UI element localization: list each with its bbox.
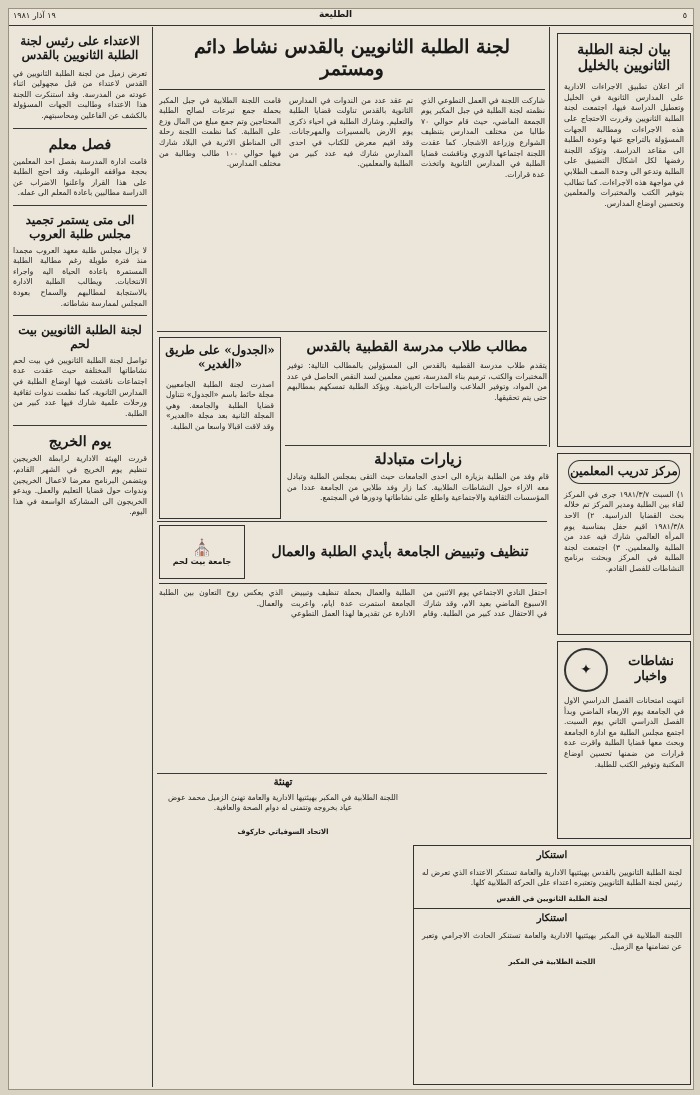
bethlehem-committee-body: تواصل لجنة الطلبة الثانويين في بيت لحم نشاطاتها المختلفة حيث عقدت عدة اجتماعات ناقشت فيها اوضاع الطلبة في المدارس الثانوية، كما نظمت ندوات ثقافية ورحلات علمية شارك فيها عدد كبير من الطلبة. bbox=[13, 355, 147, 418]
activities-box bbox=[557, 641, 691, 839]
condemnation-signature: لجنة الطلبة الثانويين في القدس bbox=[496, 894, 608, 903]
condemnation-body: لجنة الطلبة الثانويين بالقدس بهيئتيها الادارية والعامة تستنكر الاعتداء الذي تعرض له رئيس لجنة الطلبة الثانويين وتعتبره اعتداء على الحركة الطلابية كلها. bbox=[422, 867, 682, 888]
cleaning-headline: تنظيف وتبييض الجامعة بأيدي الطلبة والعمال bbox=[271, 543, 529, 560]
teacher-dismissal-headline: فصل معلم bbox=[48, 136, 112, 153]
attack-body: تعرض زميل من لجنة الطلبة الثانويين في القدس لاعتداء من قبل مجهولين اثناء عودته من المدرسة. وقد استنكرت اللجنة هذا الاعتداء وطالبت الجهات المسؤولة بالكشف عن الفاعلين ومحاسبتهم. bbox=[13, 68, 147, 120]
lead-column-c: قامت اللجنة الطلابية في جبل المكبر بحملة جمع تبرعات لصالح الطلبة المحتاجين وتم جمع مبلغ من المال وزع على الطلبة. كما نظمت اللجنة رحلة الى المناطق الاثرية في البلاد شارك فيها حوالي ١٠٠ طالب وطالبة من مختلف المدارس. bbox=[159, 95, 281, 169]
statement-body: اثر اعلان تطبيق الاجراءات الادارية على المدارس الثانوية في الخليل وتعطيل الدراسة فيها، اجتمعت لجنة الطلبة الثانويين وقررت الاحتجاج على هذه الاجراءات ومطالبة الجهات المسؤولة بالتراجع عنها وعودة الطلبة الى مقاعد الدراسة. وتؤكد اللجنة رفضها لكل اشكال التضييق على الطلبة وتدعو الى وحدة الصف الطلابي في مواجهة هذه الاجراءات. كما تطالب بتوفير الكتب والمختبرات والمعلمين وتحسين اوضاع المدارس. bbox=[564, 82, 684, 208]
congrats-body: اللجنة الطلابية في المكبر بهيئتيها الادارية والعامة تهنئ الزميل محمد عوض عياد بخروجه وتتمنى له دوام الصحة والعافية. bbox=[168, 792, 398, 813]
condemnation-title-2: استنكار bbox=[414, 908, 690, 929]
statement-box bbox=[557, 33, 691, 447]
left-column bbox=[13, 31, 147, 1085]
statement-title: بيان لجنة الطلبة الثانويين بالخليل bbox=[577, 42, 671, 75]
demands-headline: مطالب طلاب مدرسة القطبية بالقدس bbox=[306, 339, 528, 355]
visits-body: قام وفد من الطلبة بزيارة الى احدى الجامعات حيث التقى بمجلس الطلبة وتبادل معه الاراء حول النشاطات الطلابية. كما زار وفد طلابي من الجامعة عددا من المؤسسات الثقافية والاجتماعية واطلع على نشاطاتها ودورها في المجتمع. bbox=[287, 472, 549, 503]
jadwal-headline: «الجدول» على طريق «الغدير» bbox=[165, 343, 275, 371]
newspaper-page bbox=[8, 8, 694, 1090]
visits-story bbox=[287, 449, 549, 519]
demands-story bbox=[287, 335, 547, 443]
cleaning-story bbox=[159, 525, 547, 771]
lead-column-a: شاركت اللجنة في العمل التطوعي الذي نظمته لجنة الطلبة في جبل المكبر يوم الجمعة الماضي، حيث قام حوالي ٧٠ طالبا من مختلف المدارس بتنظيف الشوارع وزراعة الاشجار. كما عقدت اللجنة اجتماعها الدوري وناقشت قضايا الطلبة في المدارس الثانوية واتخذت عدة قرارات. bbox=[421, 95, 545, 179]
page-number: ٥ bbox=[682, 11, 687, 20]
logo-label: جامعة بيت لحم bbox=[172, 557, 232, 566]
graduate-day-body: قررت الهيئة الادارية لرابطة الخريجين تنظيم يوم الخريج في الشهر القادم، ويتضمن البرنامج معرضا لاعمال الخريجين وندوات حول قضايا التعليم والعمل. ويدعو الخريجون الى المشاركة الواسعة في هذا اليوم. bbox=[13, 454, 147, 517]
issue-date: ١٩ آذار ١٩٨١ bbox=[13, 11, 56, 20]
demands-body: يتقدم طلاب مدرسة القطبية بالقدس الى المسؤولين بالمطالب التالية: توفير المختبرات والكتب، ترميم بناء المدرسة، تعيين معلمين لسد النقص الحاصل في عدد من المواد، وتوفير الملاعب والساحات الرياضية. ويؤكد الطلبة تمسكهم بمطالبهم حتى يتم تحقيقها. bbox=[287, 361, 547, 402]
lead-headline: لجنة الطلبة الثانويين بالقدس نشاط دائم ومستمر bbox=[159, 31, 545, 90]
jadwal-box bbox=[159, 337, 281, 519]
condemnation-body-2: اللجنة الطلابية في المكبر بهيئتيها الادارية والعامة تستنكر الحادث الاجرامي وتعبر عن تضامنها مع الزميل. bbox=[422, 930, 682, 951]
visits-headline: زيارات متبادلة bbox=[374, 450, 462, 468]
condemnation-title: استنكار bbox=[536, 850, 568, 861]
university-emblem-icon: ⛪ bbox=[192, 538, 212, 557]
paper-name: الطليعة bbox=[319, 10, 353, 20]
congrats-title: تهنئة bbox=[273, 777, 293, 788]
arroub-body: لا يزال مجلس طلبة معهد العروب مجمدا منذ فترة طويلة رغم مطالبة الطلبة المستمرة باعادة الحياة اليه واجراء الانتخابات. ويطالب الطلبة الادارة بالاستجابة لمطالبهم والسماح بعودة المجلس لممارسة نشاطاته. bbox=[13, 245, 147, 308]
teacher-center-body: ١) السبت ١٩٨١/٣/٧ جرى في المركز لقاء بين الطلبة ومدير المركز تم خلاله بحث القضايا الدراسية. ٢) الاحد ١٩٨١/٣/٨ اقيم حفل بمناسبة يوم المرأة العالمي شارك فيه عدد من الطلبة والمعلمين. ٣) اجتمعت لجنة الطلبة في المركز وبحثت برنامج النشاطات للفصل القادم. bbox=[564, 489, 685, 573]
teacher-center-box bbox=[557, 453, 691, 635]
congrats-notice bbox=[159, 777, 407, 1077]
lead-column-b: تم عقد عدد من الندوات في المدارس الثانوية بالقدس تناولت قضايا الطلبة والتعليم. وشارك الطلبة في احياء ذكرى يوم الارض بالمسيرات والمهرجانات. وقد اقيم معرض للكتاب في احدى المدارس شارك فيه عدد كبير من الطلبة والمعلمين. bbox=[289, 95, 413, 169]
teacher-dismissal-body: قامت ادارة المدرسة بفصل احد المعلمين بحجة مواقفه الوطنية، وقد احتج الطلبة على هذا القرار واعلنوا الاضراب عن الدراسة مطالبين باعادة المعلم الى عمله. bbox=[13, 156, 147, 198]
congrats-signature: الاتحاد السوفياتي خاركوف bbox=[237, 827, 329, 836]
graduate-day-headline: يوم الخريج bbox=[48, 434, 112, 451]
university-seal-icon: ✦ bbox=[564, 648, 608, 692]
attack-headline: الاعتداء على رئيس لجنة الطلبة الثانويين بالقدس bbox=[20, 34, 140, 62]
jadwal-body: اصدرت لجنة الطلبة الجامعيين مجلة حائط باسم «الجدول» تتناول قضايا الطلبة والجامعة. وهي المجلة الثانية بعد مجلة «الغدير» وقد لاقت اقبالا واسعا من الطلبة. bbox=[166, 379, 274, 431]
condemnation-box bbox=[413, 845, 691, 1085]
activities-title: نشاطات واخبار bbox=[628, 654, 674, 684]
cleaning-body: احتفل النادي الاجتماعي يوم الاثنين من الاسبوع الماضي بعيد الام، وقد شارك في الاحتفال عدد كبير من الطلبة. وقام الطلبة والعمال بحملة تنظيف وتبييض الجامعة استمرت عدة ايام، واعربت الادارة عن تقديرها لهذا العمل التطوعي الذي يعكس روح التعاون بين الطلبة والعمال. bbox=[159, 588, 547, 619]
bethlehem-committee-headline: لجنة الطلبة الثانويين بيت لحم bbox=[18, 323, 142, 351]
teacher-center-title: مركز تدريب المعلمين bbox=[568, 460, 680, 484]
lead-story bbox=[159, 31, 545, 331]
activities-body: انتهت امتحانات الفصل الدراسي الاول في الجامعة يوم الاربعاء الماضي وبدأ الفصل الدراسي الثاني يوم السبت. اجتمع مجلس الطلبة مع ادارة الجامعة وبحث معها قضايا الطلبة واقرت عدة قرارات من ضمنها تحسين اوضاع المكتبة وتوفير الكتب للطلبة. bbox=[564, 696, 684, 769]
bethlehem-university-logo bbox=[159, 525, 245, 579]
condemnation-signature-2: اللجنة الطلابية في المكبر bbox=[508, 958, 596, 967]
arroub-headline: الى متى يستمر تجميد مجلس طلبة العروب bbox=[25, 213, 135, 241]
masthead bbox=[9, 9, 693, 26]
